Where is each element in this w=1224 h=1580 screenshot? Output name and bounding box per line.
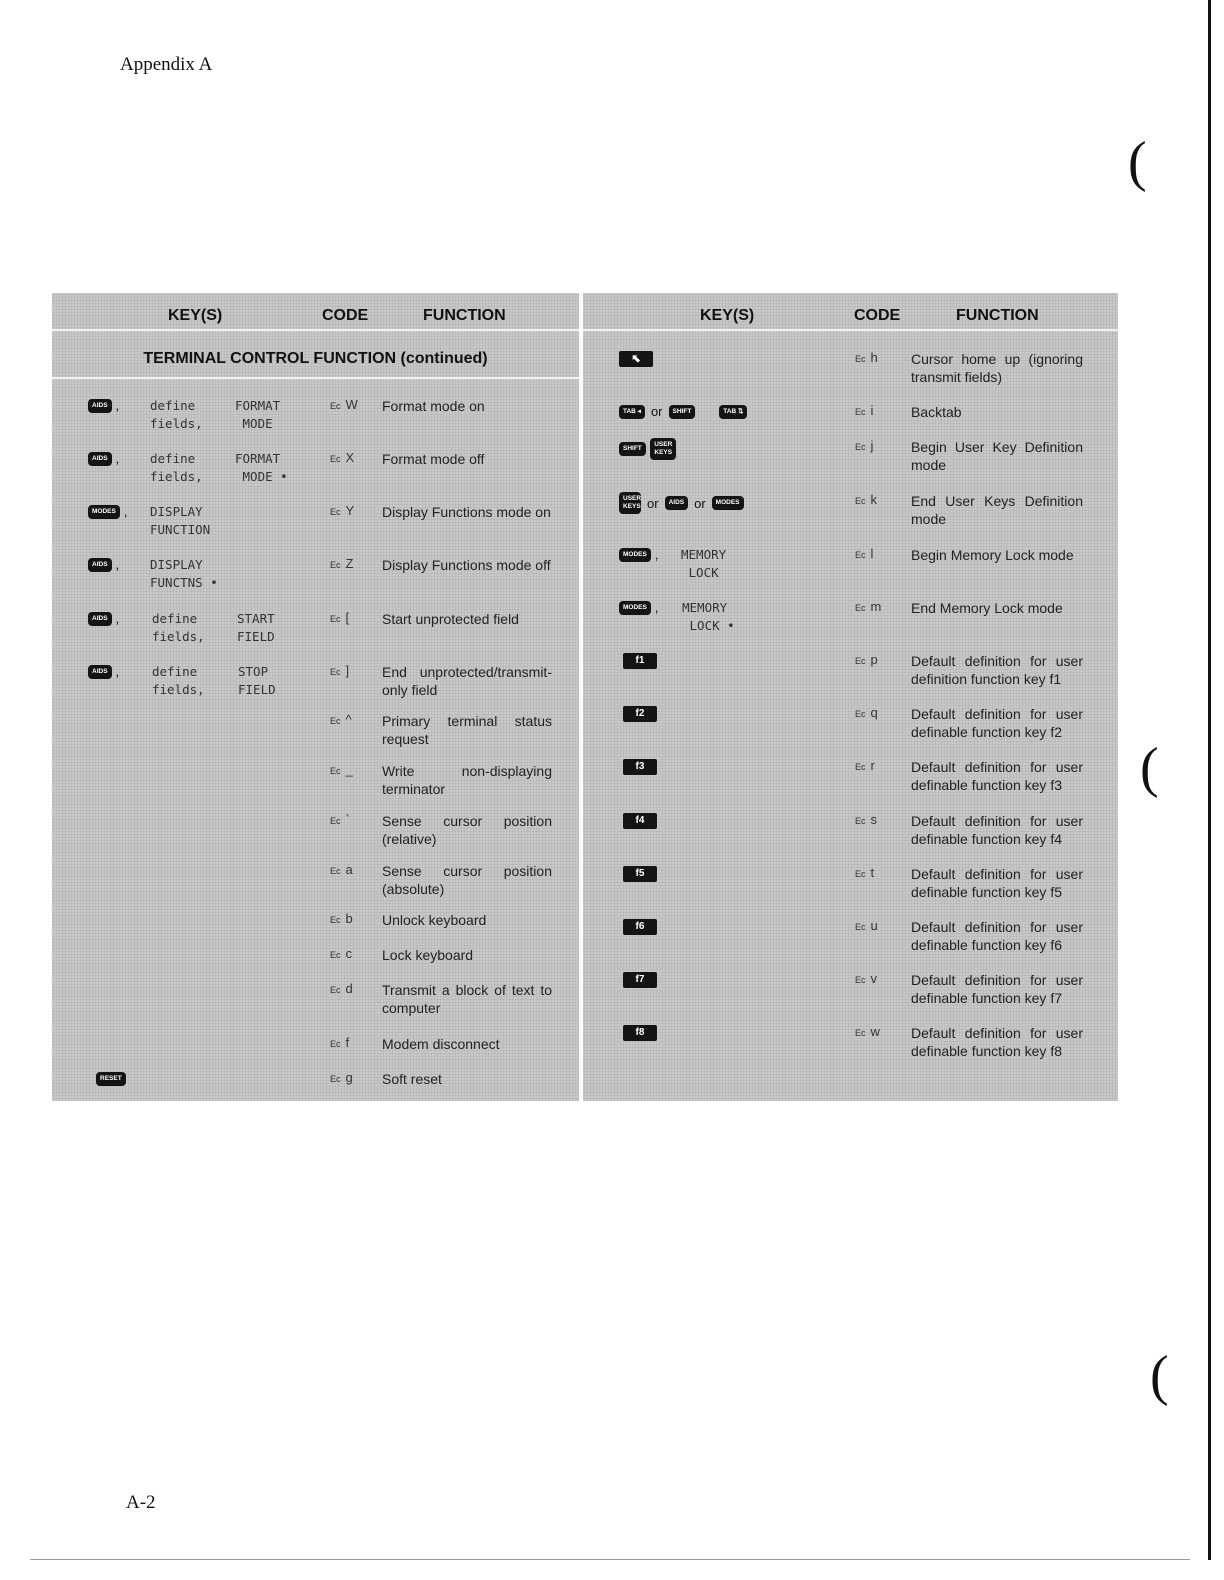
user-keys-key-icon: USER KEYS: [619, 492, 641, 514]
function-description: Transmit a block of text to computer: [382, 982, 552, 1016]
function-description: Default definition for user definable function key f8: [911, 1025, 1083, 1059]
softkey-label: START FIELD: [237, 611, 275, 644]
escape-icon: Ec: [330, 915, 341, 925]
softkey-label: define fields,: [152, 611, 205, 644]
f3-key-icon: f3: [623, 759, 657, 775]
escape-code: Ec ]: [330, 663, 350, 678]
key-combination: AIDS ,: [88, 397, 119, 415]
page-bottom-rule: [30, 1559, 1190, 1560]
binding-edge-line: [1208, 0, 1211, 1560]
key-combination: [619, 350, 653, 368]
softkey-label: define fields,: [150, 451, 203, 484]
f5-key-icon: f5: [623, 866, 657, 882]
tab-key-icon: TAB ⇅: [719, 405, 747, 419]
escape-icon: Ec: [330, 454, 341, 464]
escape-code: Ec W: [330, 397, 358, 412]
escape-icon: Ec: [855, 656, 866, 666]
function-description: Default definition for user definable function key f2: [911, 706, 1083, 740]
escape-icon: Ec: [330, 950, 341, 960]
section-title: TERMINAL CONTROL FUNCTION (continued): [52, 331, 579, 379]
escape-code: Ec Z: [330, 556, 354, 571]
key-combination: MODES ,: [619, 599, 658, 617]
key-combination: [623, 758, 657, 776]
escape-icon: Ec: [855, 975, 866, 985]
escape-code: Ec l: [855, 546, 874, 561]
home-key-icon: ⬉: [619, 351, 653, 367]
softkey-label: define fields,: [150, 398, 203, 431]
key-combination: USER KEYS or AIDS or MODES: [619, 492, 744, 514]
aids-key-icon: AIDS: [665, 496, 689, 510]
softkey-label: FORMAT MODE: [235, 398, 281, 431]
escape-icon: Ec: [855, 354, 866, 364]
escape-code: Ec h: [855, 350, 878, 365]
function-description: Default definition for user definable function key f3: [911, 759, 1083, 793]
binder-hole-mark: (: [1140, 737, 1159, 799]
function-description: Start unprotected field: [382, 611, 519, 627]
escape-code: Ec a: [330, 862, 353, 877]
function-description: Display Functions mode on: [382, 504, 551, 520]
key-combination: [623, 971, 657, 989]
escape-icon: Ec: [330, 560, 341, 570]
aids-key-icon: AIDS: [88, 452, 112, 466]
key-combination: AIDS ,: [88, 556, 119, 574]
escape-code: Ec m: [855, 599, 882, 614]
key-combination: AIDS ,: [88, 450, 119, 468]
escape-code: Ec f: [330, 1035, 350, 1050]
key-combination: MODES ,: [88, 503, 127, 521]
escape-icon: Ec: [855, 496, 866, 506]
escape-code: Ec k: [855, 492, 878, 507]
modes-key-icon: MODES: [619, 548, 651, 562]
modes-key-icon: MODES: [712, 496, 744, 510]
function-description: Primary terminal status request: [382, 713, 552, 747]
softkey-label: STOP FIELD: [238, 664, 276, 697]
modes-key-icon: MODES: [619, 601, 651, 615]
escape-icon: Ec: [855, 550, 866, 560]
function-description: Begin Memory Lock mode: [911, 547, 1074, 563]
escape-code: Ec ^: [330, 712, 352, 727]
escape-icon: Ec: [330, 1039, 341, 1049]
escape-icon: Ec: [855, 1028, 866, 1038]
escape-code: Ec `: [330, 812, 350, 827]
function-description: Backtab: [911, 404, 962, 420]
softkey-label: FORMAT MODE •: [235, 451, 288, 484]
aids-key-icon: AIDS: [88, 558, 112, 572]
function-description: Cursor home up (ignoring transmit fields): [911, 351, 1083, 385]
escape-code: Ec b: [330, 911, 353, 926]
f1-key-icon: f1: [623, 653, 657, 669]
column-header-code: CODE: [322, 307, 369, 324]
escape-code: Ec c: [330, 946, 353, 961]
column-header-function: FUNCTION: [956, 307, 1039, 324]
shift-key-icon: SHIFT: [619, 442, 646, 456]
escape-code: Ec g: [330, 1070, 353, 1085]
function-description: Begin User Key Definition mode: [911, 439, 1083, 473]
binder-hole-mark: (: [1128, 131, 1147, 193]
escape-code: Ec _: [330, 762, 353, 777]
function-description: End unprotected/transmit-only field: [382, 664, 552, 698]
softkey-label: MEMORY LOCK •: [682, 600, 735, 633]
key-combination: [619, 438, 676, 460]
function-description: End User Keys Definition mode: [911, 493, 1083, 527]
function-description: Format mode on: [382, 398, 485, 414]
key-combination: [623, 918, 657, 936]
aids-key-icon: AIDS: [88, 399, 112, 413]
table-header: [52, 293, 579, 331]
column-header-keys: KEY(S): [168, 307, 223, 324]
shift-key-icon: SHIFT: [669, 405, 696, 419]
function-description: Default definition for user definable function key f7: [911, 972, 1083, 1006]
softkey-label: define fields,: [152, 664, 205, 697]
table-right-panel: [583, 293, 1118, 1101]
function-description: Lock keyboard: [382, 947, 474, 963]
table-header: [583, 293, 1118, 331]
escape-code: Ec d: [330, 981, 353, 996]
key-combination: AIDS ,: [88, 610, 119, 628]
function-description: Display Functions mode off: [382, 557, 551, 573]
escape-icon: Ec: [855, 709, 866, 719]
escape-icon: Ec: [330, 866, 341, 876]
key-combination: [623, 865, 657, 883]
f6-key-icon: f6: [623, 919, 657, 935]
column-header-keys: KEY(S): [700, 307, 755, 324]
escape-icon: Ec: [330, 816, 341, 826]
escape-icon: Ec: [330, 507, 341, 517]
tab-back-key-icon: TAB ◂: [619, 405, 645, 419]
function-description: Write non-displaying terminator: [382, 763, 552, 797]
user-keys-key-icon: USER KEYS: [650, 438, 676, 460]
escape-icon: Ec: [330, 667, 341, 677]
softkey-label: DISPLAY FUNCTION: [150, 504, 211, 537]
page-header: Appendix A: [120, 54, 213, 75]
escape-code: Ec w: [855, 1024, 880, 1039]
escape-code: Ec X: [330, 450, 355, 465]
escape-code: Ec r: [855, 758, 875, 773]
column-header-function: FUNCTION: [423, 307, 506, 324]
escape-icon: Ec: [855, 816, 866, 826]
escape-icon: Ec: [330, 614, 341, 624]
function-description: End Memory Lock mode: [911, 600, 1063, 616]
escape-code: Ec v: [855, 971, 878, 986]
binder-hole-mark: (: [1150, 1345, 1169, 1407]
table-left-panel: [52, 293, 579, 1101]
key-combination: [96, 1070, 126, 1088]
escape-icon: Ec: [855, 762, 866, 772]
page-number: A-2: [126, 1492, 156, 1513]
function-description: Default definition for user definable function key f5: [911, 866, 1083, 900]
f7-key-icon: f7: [623, 972, 657, 988]
function-description: Default definition for user definable function key f4: [911, 813, 1083, 847]
escape-icon: Ec: [855, 407, 866, 417]
softkey-label: MEMORY LOCK: [681, 547, 727, 580]
escape-icon: Ec: [855, 603, 866, 613]
aids-key-icon: AIDS: [88, 665, 112, 679]
escape-icon: Ec: [855, 922, 866, 932]
key-combination: [623, 812, 657, 830]
escape-code: Ec [: [330, 610, 350, 625]
reset-key-icon: RESET: [96, 1072, 126, 1086]
escape-icon: Ec: [330, 985, 341, 995]
modes-key-icon: MODES: [88, 505, 120, 519]
key-combination: MODES ,: [619, 546, 658, 564]
function-description: Default definition for user definition function key f1: [911, 653, 1083, 687]
escape-code: Ec s: [855, 812, 878, 827]
softkey-label: DISPLAY FUNCTNS •: [150, 557, 218, 590]
key-combination: AIDS ,: [88, 663, 119, 681]
key-combination: [623, 652, 657, 670]
function-description: Sense cursor position (absolute): [382, 863, 552, 897]
escape-code: Ec p: [855, 652, 878, 667]
escape-icon: Ec: [330, 766, 341, 776]
escape-code: Ec q: [855, 705, 878, 720]
aids-key-icon: AIDS: [88, 612, 112, 626]
function-description: Soft reset: [382, 1071, 442, 1087]
escape-icon: Ec: [330, 716, 341, 726]
escape-icon: Ec: [330, 401, 341, 411]
column-header-code: CODE: [854, 307, 901, 324]
key-combination: [623, 1024, 657, 1042]
function-description: Sense cursor position (relative): [382, 813, 552, 847]
function-description: Format mode off: [382, 451, 485, 467]
escape-icon: Ec: [330, 1074, 341, 1084]
escape-code: Ec u: [855, 918, 878, 933]
escape-icon: Ec: [855, 869, 866, 879]
escape-icon: Ec: [855, 442, 866, 452]
function-description: Modem disconnect: [382, 1036, 500, 1052]
escape-code: Ec i: [855, 403, 874, 418]
escape-code: Ec t: [855, 865, 875, 880]
f8-key-icon: f8: [623, 1025, 657, 1041]
function-description: Default definition for user definable function key f6: [911, 919, 1083, 953]
f2-key-icon: f2: [623, 706, 657, 722]
key-combination: TAB ◂ or SHIFT TAB ⇅: [619, 403, 747, 421]
escape-code: Ec Y: [330, 503, 355, 518]
f4-key-icon: f4: [623, 813, 657, 829]
key-combination: [623, 705, 657, 723]
function-description: Unlock keyboard: [382, 912, 487, 928]
escape-code: Ec j: [855, 438, 874, 453]
